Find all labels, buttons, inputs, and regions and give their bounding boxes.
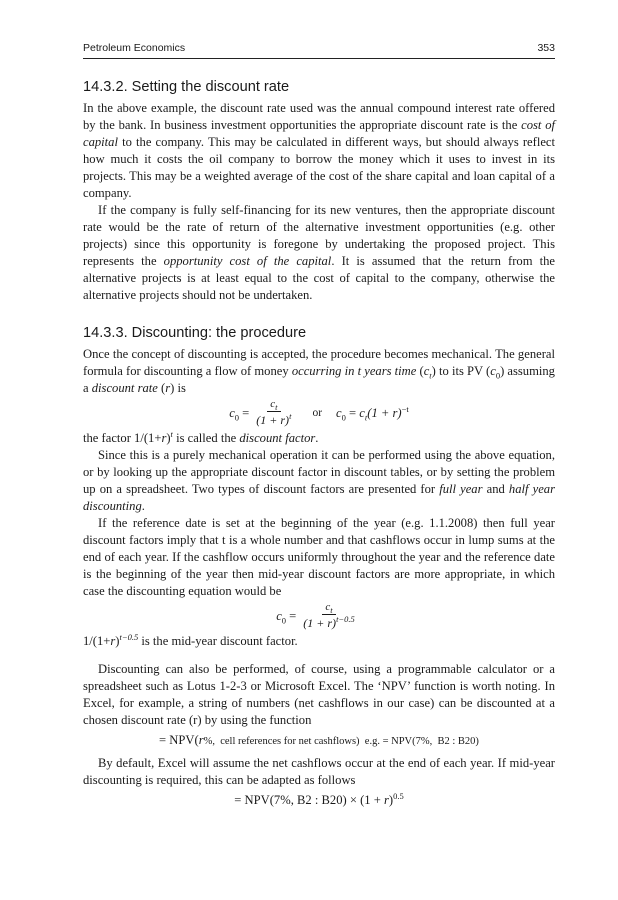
npv-formula: = NPV(r%, cell references for net cashflows) e.g. = NPV(7%, B2 : B20) [159,733,479,747]
section-heading-discounting-procedure: 14.3.3. Discounting: the procedure [83,325,307,341]
paragraph: Once the concept of discounting is accepted, the procedure becomes mechanical. The general formula for discounting a flow of money occurring in t years time $(c_t)$ to its PV $(c_0)$ assuming a discount rate (r) is [83,347,555,395]
page-number: 353 [537,42,555,54]
paragraph: the factor $1/(1+r)^t$ is called the discount factor. [83,428,319,445]
paragraph: Discounting can also be performed, of course, using a programmable calculator or a spreadsheet such as Lotus 1-2-3 or Microsoft Excel. The ‘NPV’ function is worth noting. In Excel, for example, a string of numbers (net cashflows in our case) can be discounted at a chosen discount rate (r) by using the function [83,662,555,727]
page-body [83,78,555,814]
paragraph: $1/(1+r)^{t-0.5}$ is the mid-year discount factor. [83,631,298,648]
fraction: $\frac{c_t}{(1 + r)^{t-0.5}}$ [303,601,355,630]
paragraph: In the above example, the discount rate used was the annual compound interest rate offered by the bank. In business investment opportunities the appropriate discount rate is the cost of capital to the company. This may be calculated in different ways, but should always reflect how much it costs the oil company to borrow the money which it uses to invest in its projects. This may be a weighted average of the cost of the share capital and loan capital of a company. [83,101,556,200]
paragraph: Since this is a purely mechanical operation it can be performed using the above equation, or by looking up the appropriate discount factor in discount tables, or by setting the problem up on a spreadsheet. Two types of discount factors are presented for full year and half year discounting. [83,448,555,513]
paragraph: By default, Excel will assume the net cashflows occur at the end of each year. If mid-year discounting is required, this can be adapted as follows [83,756,555,787]
npv-mid-year-formula: = NPV(7%, B2 : $B20) \times (1 + r)^{0.5}$ [234,790,404,807]
section-heading-discount-rate: 14.3.2. Setting the discount rate [83,79,290,95]
paragraph: If the company is fully self-financing for its new ventures, then the appropriate discount rate would be the rate of return of the alternative investment opportunities (e.g. other projects) since this opportunity is foregone by undertaking the proposed project. This represents the opportunity cost of the capital. It is assumed that the return from the alternative projects is at least equal to the cost of capital to the company, otherwise the alternative projects should not be undertaken. [83,203,555,302]
running-header [83,40,555,59]
running-title: Petroleum Economics [83,42,186,54]
mid-year-discount-equation: $c_0$ = $\frac{c_t}{(1 + r)^{t-0.5}}$ [83,601,555,631]
paragraph: If the reference date is set at the beginning of the year (e.g. 1.1.2008) then full year discount factors imply that t is a whole number and that cashflows occur in lump sums at the end of each year. If the cashflow occurs uniformly throughout the year and the reference date is the beginning of the year then mid-year discount factors are more appropriate, in which case the discounting equation would be [83,516,555,598]
fraction: $\frac{c_t}{(1 + r)^t}$ [256,398,292,427]
discount-equation: $c_0$ = $\frac{c_t}{(1 + r)^t}$ or $c_0 = c_t(1 + r)^{-t}$ [229,398,409,427]
